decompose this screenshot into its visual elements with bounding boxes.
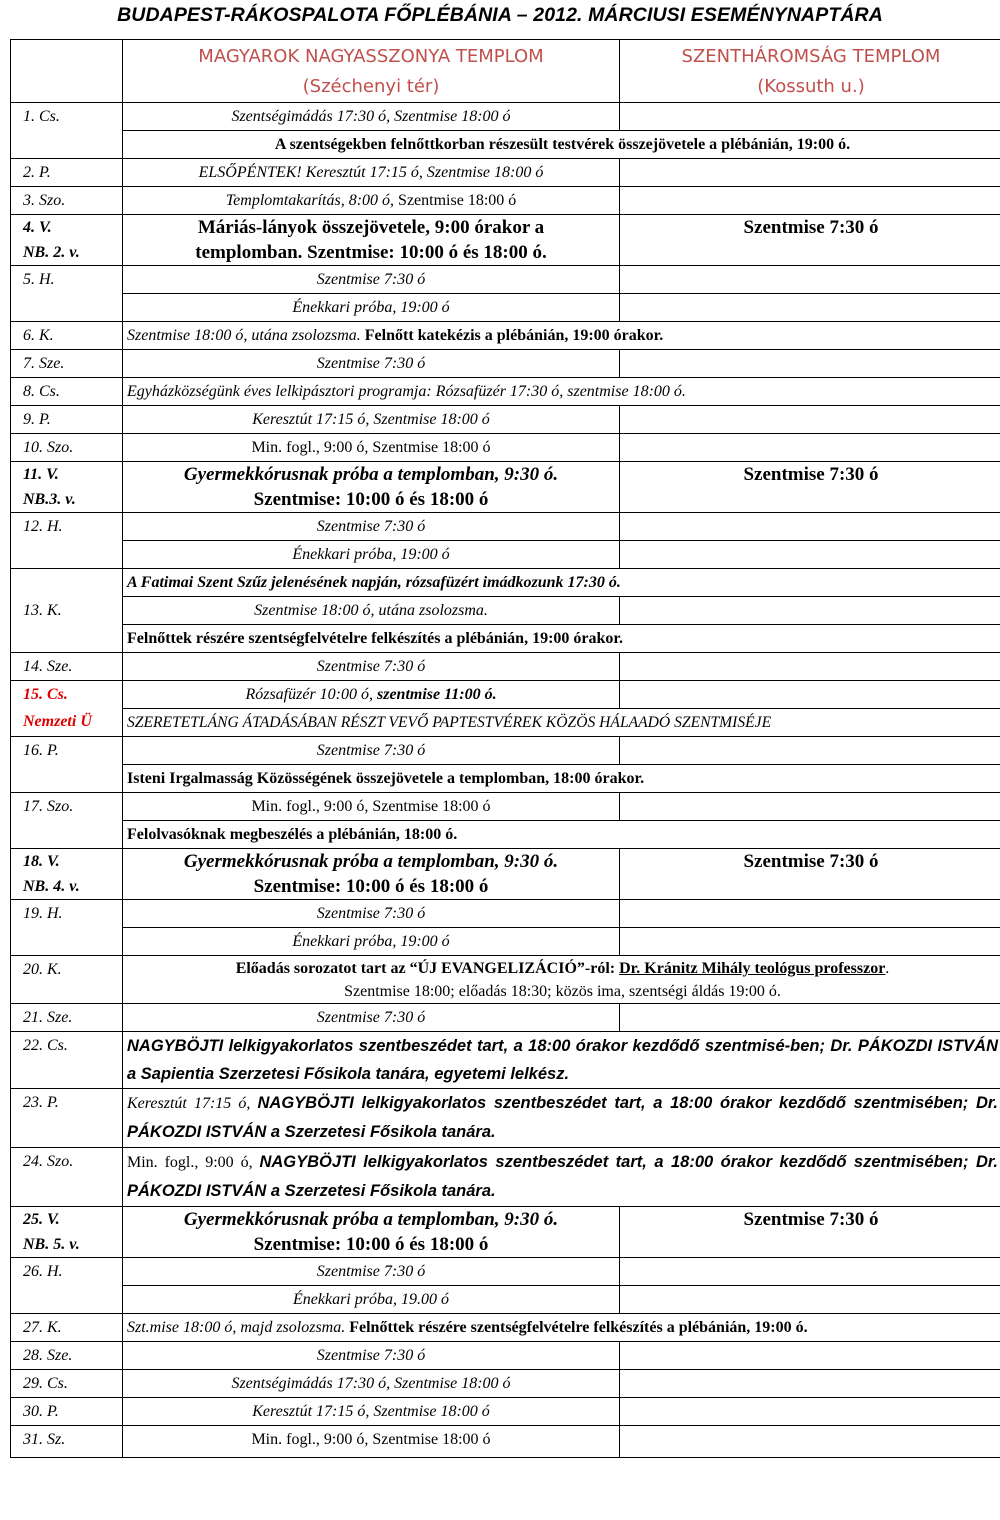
table-row — [11, 900, 1000, 928]
table-row — [11, 1258, 1000, 1286]
event-cell — [123, 849, 620, 900]
table-row — [11, 1398, 1000, 1426]
date-cell: 23. P. — [11, 1089, 123, 1148]
table-row — [11, 709, 1000, 737]
table-row — [11, 681, 1000, 709]
table-row — [11, 569, 1000, 597]
event-cell — [123, 187, 620, 215]
event-cell — [123, 462, 620, 513]
event-cell: Felnőttek részére szentségfelvételre felkészítés a plébánián, 19:00 órakor. — [123, 625, 1000, 653]
event-text: szentmise 11:00 ó. — [377, 686, 497, 703]
event-text: Máriás-lányok összejövetele, 9:00 órakor a — [197, 217, 545, 238]
event-text: templomban. Szentmise: 10:00 ó és 18:00 ó. — [195, 242, 547, 263]
event-text: Szentmise 18:00 ó, utána zsolozsma. — [127, 327, 361, 344]
date-cell: 19. H. — [11, 900, 123, 956]
date-cell: 20. K. — [11, 956, 123, 1004]
table-row — [11, 1286, 1000, 1314]
event-cell: NAGYBÖJTI lelkigyakorlatos szentbeszédet tart, a 18:00 órakor kezdődő szentmisé-ben; Dr. PÁKOZDI ISTVÁN a Sapientia Szerzetesi Fősikola tanára, egyetemi lelkész. — [123, 1032, 1000, 1089]
event-text: NAGYBÖJTI lelkigyakorlatos szentbeszédet tart, a 18:00 órakor kezdődő szentmisében; Dr. PÁKOZDI ISTVÁN a Szerzetesi Fősikola tanára. — [127, 1153, 998, 1200]
event-cell: Szentmise 7:30 ó — [123, 737, 620, 765]
table-row — [11, 322, 1000, 350]
event-cell: Szentmise 7:30 ó — [123, 350, 620, 378]
event-text: Szentmise: 10:00 ó és 18:00 ó — [253, 876, 489, 897]
date-cell: 9. P. — [11, 406, 123, 434]
event-text: Gyermekkórusnak próba a templomban, 9:30 ó. — [183, 1209, 559, 1230]
church2-location: (Kossuth u.) — [757, 76, 865, 97]
table-row — [11, 1148, 1000, 1207]
table-row — [11, 956, 1000, 1004]
event-cell: Énekkari próba, 19:00 ó — [123, 928, 620, 956]
church2-cell — [620, 541, 1000, 569]
church2-cell — [620, 294, 1000, 322]
date-cell: 5. H. — [11, 266, 123, 322]
date-cell — [11, 849, 123, 900]
church2-cell — [620, 681, 1000, 709]
table-row — [11, 294, 1000, 322]
event-cell — [123, 1314, 1000, 1342]
event-cell: ELSŐPÉNTEK! Keresztút 17:15 ó, Szentmise 18:00 ó — [123, 159, 620, 187]
event-cell: A szentségekben felnőttkorban részesült testvérek összejövetele a plébánián, 19:00 ó. — [123, 131, 1000, 159]
church2-cell: Szentmise 7:30 ó — [620, 1207, 1000, 1258]
church2-cell — [620, 159, 1000, 187]
event-cell: Énekkari próba, 19:00 ó — [123, 541, 620, 569]
date-cell: 14. Sze. — [11, 653, 123, 681]
table-row — [11, 1004, 1000, 1032]
event-text: Min. fogl., 9:00 ó, — [127, 1154, 260, 1171]
date-cell: 29. Cs. — [11, 1370, 123, 1398]
church2-cell — [620, 1342, 1000, 1370]
event-text: Rózsafüzér 10:00 ó, — [245, 686, 377, 703]
church2-cell — [620, 103, 1000, 131]
table-row — [11, 541, 1000, 569]
event-text: Templomtakarítás, 8:00 ó — [225, 192, 391, 209]
table-row — [11, 103, 1000, 131]
date-cell: 26. H. — [11, 1258, 123, 1314]
event-cell: Szentmise 7:30 ó — [123, 653, 620, 681]
event-cell — [123, 681, 620, 709]
event-text: Szentmise 18:00; előadás 18:30; közös ima, szentségi áldás 19:00 ó. — [344, 983, 781, 1000]
event-text: Felnőttek részére szentségfelvételre felkészítés a plébánián, 19:00 ó. — [345, 1319, 808, 1336]
date-cell — [11, 681, 123, 737]
table-row — [11, 215, 1000, 266]
event-cell: Énekkari próba, 19:00 ó — [123, 294, 620, 322]
church2-cell — [620, 597, 1000, 625]
event-cell: Keresztút 17:15 ó, Szentmise 18:00 ó — [123, 406, 620, 434]
date-cell — [11, 1207, 123, 1258]
table-row — [11, 187, 1000, 215]
table-row — [11, 1370, 1000, 1398]
table-row — [11, 131, 1000, 159]
event-cell: Min. fogl., 9:00 ó, Szentmise 18:00 ó — [123, 1426, 620, 1458]
date-cell: 13. K. — [11, 569, 123, 653]
header-church2 — [620, 40, 1000, 103]
date-label: 11. V. — [23, 466, 59, 483]
date-cell: 16. P. — [11, 737, 123, 793]
event-cell: Isteni Irgalmasság Közösségének összejövetele a templomban, 18:00 órakor. — [123, 765, 1000, 793]
sunday-label: NB.3. v. — [23, 491, 76, 508]
event-cell: Szentmise 7:30 ó — [123, 266, 620, 294]
event-cell: Egyházközségünk éves lelkipásztori programja: Rózsafüzér 17:30 ó, szentmise 18:00 ó. — [123, 378, 1000, 406]
event-cell: Szentségimádás 17:30 ó, Szentmise 18:00 ó — [123, 103, 620, 131]
church2-cell — [620, 1286, 1000, 1314]
table-row — [11, 653, 1000, 681]
table-row — [11, 1426, 1000, 1458]
table-row — [11, 821, 1000, 849]
event-cell: Szentmise 7:30 ó — [123, 1004, 620, 1032]
event-cell: Felolvasóknak megbeszélés a plébánián, 18:00 ó. — [123, 821, 1000, 849]
church2-cell — [620, 266, 1000, 294]
church2-name: SZENTHÁROMSÁG TEMPLOM — [681, 46, 941, 67]
event-cell — [123, 1148, 1000, 1207]
church2-cell — [620, 406, 1000, 434]
date-label: 18. V. — [23, 853, 60, 870]
date-cell: 10. Szo. — [11, 434, 123, 462]
event-text: Szt.mise 18:00 ó, majd zsolozsma. — [127, 1319, 346, 1336]
table-row — [11, 434, 1000, 462]
church1-location: (Széchenyi tér) — [302, 76, 440, 97]
church2-cell: Szentmise 7:30 ó — [620, 215, 1000, 266]
table-row — [11, 625, 1000, 653]
church1-name: MAGYAROK NAGYASSZONYA TEMPLOM — [198, 46, 544, 67]
date-cell: 2. P. — [11, 159, 123, 187]
holiday-label: Nemzeti Ü — [23, 713, 92, 730]
event-cell — [123, 956, 1000, 1004]
header-church1 — [123, 40, 620, 103]
event-cell: Szentmise 7:30 ó — [123, 900, 620, 928]
table-row — [11, 1089, 1000, 1148]
event-cell — [123, 1207, 620, 1258]
page-title: BUDAPEST-RÁKOSPALOTA FŐPLÉBÁNIA – 2012. MÁRCIUSI ESEMÉNYNAPTÁRA — [117, 4, 883, 26]
table-row — [11, 462, 1000, 513]
event-cell: Szentmise 18:00 ó, utána zsolozsma. — [123, 597, 620, 625]
date-cell: 21. Sze. — [11, 1004, 123, 1032]
sunday-label: NB. 2. v. — [23, 244, 80, 261]
church2-cell — [620, 1004, 1000, 1032]
event-cell: Szentségimádás 17:30 ó, Szentmise 18:00 ó — [123, 1370, 620, 1398]
event-cell: Min. fogl., 9:00 ó, Szentmise 18:00 ó — [123, 793, 620, 821]
church2-cell — [620, 187, 1000, 215]
date-cell: 31. Sz. — [11, 1426, 123, 1458]
date-cell: 24. Szo. — [11, 1148, 123, 1207]
event-text: , Szentmise 18:00 ó — [390, 192, 517, 209]
church2-cell: Szentmise 7:30 ó — [620, 849, 1000, 900]
event-cell: A Fatimai Szent Szűz jelenésének napján, rózsafüzért imádkozunk 17:30 ó. — [123, 569, 1000, 597]
date-cell: 6. K. — [11, 322, 123, 350]
table-row — [11, 378, 1000, 406]
church2-cell — [620, 350, 1000, 378]
date-cell: 27. K. — [11, 1314, 123, 1342]
date-cell: 1. Cs. — [11, 103, 123, 159]
table-row — [11, 597, 1000, 625]
sunday-label: NB. 4. v. — [23, 878, 80, 895]
event-cell — [123, 215, 620, 266]
table-row — [11, 928, 1000, 956]
table-row — [11, 1032, 1000, 1089]
date-cell: 30. P. — [11, 1398, 123, 1426]
event-cell — [123, 1089, 1000, 1148]
table-row — [11, 765, 1000, 793]
table-row — [11, 513, 1000, 541]
church2-cell — [620, 434, 1000, 462]
table-row — [11, 737, 1000, 765]
event-text: . — [885, 960, 890, 977]
church2-cell: Szentmise 7:30 ó — [620, 462, 1000, 513]
event-cell: Szentmise 7:30 ó — [123, 1258, 620, 1286]
event-text: NAGYBÖJTI lelkigyakorlatos szentbeszédet tart, a 18:00 órakor kezdődő szentmisében; Dr. PÁKOZDI ISTVÁN a Szerzetesi Fősikola tanára. — [127, 1094, 998, 1141]
events-calendar-table — [10, 39, 1000, 1458]
event-text: Előadás sorozatot tart az “ÚJ EVANGELIZÁCIÓ”-ról: — [235, 960, 620, 977]
event-cell: Keresztút 17:15 ó, Szentmise 18:00 ó — [123, 1398, 620, 1426]
event-cell: Szentmise 7:30 ó — [123, 513, 620, 541]
header-row — [11, 40, 1000, 103]
event-cell: SZERETETLÁNG ÁTADÁSÁBAN RÉSZT VEVŐ PAPTESTVÉREK KÖZÖS HÁLAADÓ SZENTMISÉJE — [123, 709, 1000, 737]
church2-cell — [620, 737, 1000, 765]
table-row — [11, 406, 1000, 434]
event-cell — [123, 322, 1000, 350]
table-row — [11, 350, 1000, 378]
table-row — [11, 159, 1000, 187]
date-cell — [11, 215, 123, 266]
date-cell: 28. Sze. — [11, 1342, 123, 1370]
event-text: Keresztút 17:15 ó, — [127, 1095, 258, 1112]
event-text: Szentmise: 10:00 ó és 18:00 ó — [253, 1234, 489, 1255]
church2-cell — [620, 1426, 1000, 1458]
event-cell: Min. fogl., 9:00 ó, Szentmise 18:00 ó — [123, 434, 620, 462]
event-text: Szentmise: 10:00 ó és 18:00 ó — [253, 489, 489, 510]
date-cell: 3. Szo. — [11, 187, 123, 215]
church2-cell — [620, 793, 1000, 821]
church2-cell — [620, 1258, 1000, 1286]
church2-cell — [620, 928, 1000, 956]
date-label: 15. Cs. — [23, 686, 68, 703]
date-cell: 12. H. — [11, 513, 123, 569]
church2-cell — [620, 513, 1000, 541]
table-row — [11, 849, 1000, 900]
event-text: Gyermekkórusnak próba a templomban, 9:30 ó. — [183, 464, 559, 485]
date-cell: 22. Cs. — [11, 1032, 123, 1089]
event-text: Felnőtt katekézis a plébánián, 19:00 órakor. — [360, 327, 664, 344]
church2-cell — [620, 1398, 1000, 1426]
table-row — [11, 266, 1000, 294]
date-cell: 7. Sze. — [11, 350, 123, 378]
date-cell: 17. Szo. — [11, 793, 123, 849]
date-label: 25. V. — [23, 1211, 60, 1228]
date-cell — [11, 462, 123, 513]
header-date-cell — [11, 40, 123, 103]
table-row — [11, 1207, 1000, 1258]
sunday-label: NB. 5. v. — [23, 1236, 80, 1253]
church2-cell — [620, 1370, 1000, 1398]
church2-cell — [620, 900, 1000, 928]
event-cell: Énekkari próba, 19.00 ó — [123, 1286, 620, 1314]
table-row — [11, 1342, 1000, 1370]
date-label: 4. V. — [23, 219, 52, 236]
date-cell: 8. Cs. — [11, 378, 123, 406]
event-text: Gyermekkórusnak próba a templomban, 9:30 ó. — [183, 851, 559, 872]
table-row — [11, 793, 1000, 821]
table-row — [11, 1314, 1000, 1342]
church2-cell — [620, 653, 1000, 681]
event-cell: Szentmise 7:30 ó — [123, 1342, 620, 1370]
lecturer-name: Dr. Kránitz Mihály teológus professzor — [619, 960, 886, 977]
